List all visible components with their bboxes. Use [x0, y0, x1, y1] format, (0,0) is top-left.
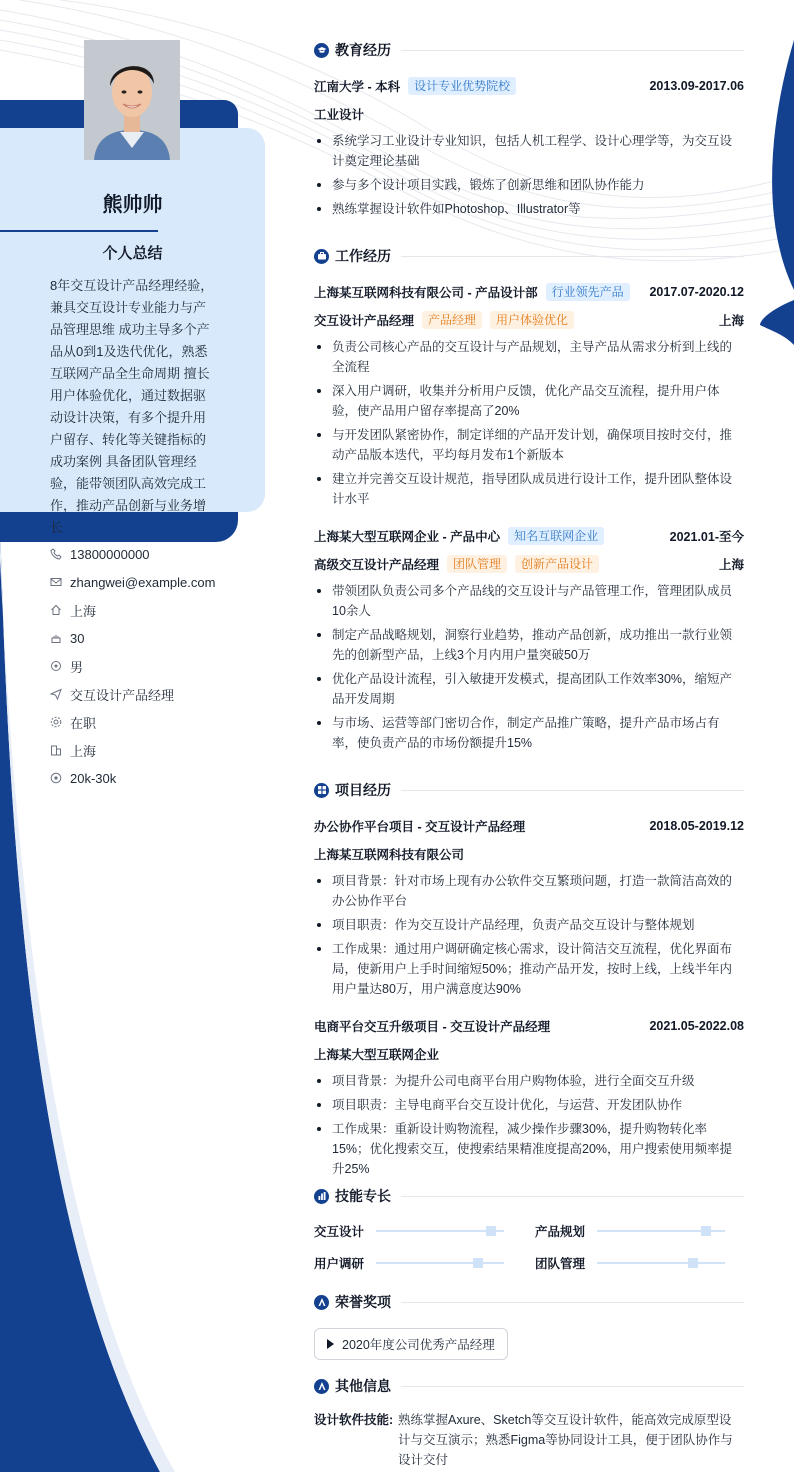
section-projects: [314, 779, 744, 801]
work-bullets: [314, 581, 744, 757]
avatar: [84, 40, 180, 160]
list-item: 工作成果：通过用户调研确定核心需求，设计简洁交互流程，优化界面布局，使新用户上手时间缩短50%；推动产品开发，按时上线，上线半年内用户量达80万，用户满意度达90%: [314, 939, 744, 999]
education-date: 2013.09-2017.06: [649, 79, 744, 93]
section-title: 工作经历: [335, 248, 391, 264]
summary-text: 8年交互设计产品经理经验，兼具交互设计专业能力与产品管理思维 成功主导多个产品从0到1及迭代优化，熟悉互联网产品全生命周期 擅长用户体验优化，通过数据驱动设计决策，有多个提升用户留存、转化等关键指标的成功案例 具备团队管理经验，能带领团队高效完成工作，推动产品创新与业务增长: [50, 278, 214, 535]
section-other: [314, 1375, 744, 1397]
skill-item: [535, 1221, 740, 1241]
home-icon: [50, 604, 62, 616]
briefcase-icon: [314, 249, 329, 264]
graduation-cap-icon: [314, 43, 329, 58]
skill-name: 产品规划: [535, 1225, 586, 1239]
role-tag: 用户体验优化: [490, 311, 574, 329]
contact-text: 在职: [70, 715, 97, 731]
contact-age: [50, 624, 260, 652]
grid-icon: [314, 783, 329, 798]
summary-title: 个人总结: [102, 245, 163, 262]
skill-name: 交互设计: [314, 1225, 365, 1239]
education-major: 工业设计: [314, 108, 365, 122]
skill-item: [314, 1253, 519, 1273]
work-role-row: [314, 309, 744, 331]
list-item: 制定产品战略规划，洞察行业趋势，推动产品创新，成功推出一款行业领先的创新型产品，上线3个月内用户量突破50万: [314, 625, 744, 665]
section-skills: [314, 1185, 744, 1207]
section-divider: [401, 256, 744, 257]
project-company: 上海某大型互联网企业: [314, 1048, 440, 1062]
contact-text: 交互设计产品经理: [70, 687, 175, 703]
project-company-row: [314, 843, 744, 865]
skill-name: 团队管理: [535, 1257, 586, 1271]
list-item: 与市场、运营等部门密切合作，制定产品推广策略，提升产品市场占有率，使负责产品的市场份额提升15%: [314, 713, 744, 753]
bar-chart-icon: [314, 1189, 329, 1204]
project-company: 上海某互联网科技有限公司: [314, 848, 465, 862]
work-header: [314, 525, 744, 547]
contact-location: [50, 596, 260, 624]
work-role: 交互设计产品经理: [314, 314, 415, 328]
section-title: 荣誉奖项: [335, 1294, 391, 1310]
skill-bar: [376, 1230, 504, 1232]
contact-text: 13800000000: [70, 546, 150, 562]
status-icon: [50, 716, 62, 728]
section-title: 项目经历: [335, 782, 391, 798]
contact-city: [50, 736, 260, 764]
work-role: 高级交互设计产品经理: [314, 558, 440, 572]
section-title: 教育经历: [335, 42, 391, 58]
contact-text: 30: [70, 630, 85, 646]
list-item: 项目职责：作为交互设计产品经理，负责产品交互设计与整体规划: [314, 915, 744, 935]
contact-text: 上海: [70, 603, 97, 619]
list-item: 优化产品设计流程，引入敏捷开发模式，提高团队工作效率30%，缩短产品开发周期: [314, 669, 744, 709]
contact-salary: [50, 764, 260, 792]
list-item: 项目背景：为提升公司电商平台用户购物体验，进行全面交互升级: [314, 1071, 744, 1091]
play-icon: [327, 1339, 334, 1349]
section-divider: [401, 1386, 744, 1387]
other-info-row: [314, 1410, 744, 1470]
work-bullets: [314, 337, 744, 513]
contact-text: zhangwei@example.com: [70, 574, 216, 590]
project-title: 办公协作平台项目 - 交互设计产品经理: [314, 820, 526, 834]
contact-status: [50, 708, 260, 736]
contact-phone: [50, 540, 260, 568]
skill-level-marker: [473, 1258, 483, 1268]
work-header: [314, 281, 744, 303]
role-tag: 产品经理: [422, 311, 482, 329]
work-date: 2017.07-2020.12: [649, 285, 744, 299]
list-item: 与开发团队紧密协作，制定详细的产品开发计划，确保项目按时交付，推动产品版本迭代，平均每月发布1个新版本: [314, 425, 744, 465]
section-title: 技能专长: [335, 1188, 391, 1204]
list-item: 深入用户调研，收集并分析用户反馈，优化产品交互流程，提升用户体验，使产品用户留存率提高了20%: [314, 381, 744, 421]
list-item: 熟练掌握设计软件如Photoshop、Illustrator等: [314, 199, 744, 219]
section-title: 其他信息: [335, 1378, 391, 1394]
age-icon: [50, 632, 62, 644]
contact-email: [50, 568, 260, 596]
award-icon: [314, 1295, 329, 1310]
project-company-row: [314, 1043, 744, 1065]
phone-icon: [50, 548, 62, 560]
project-bullets: [314, 1071, 744, 1183]
project-title: 电商平台交互升级项目 - 交互设计产品经理: [314, 1020, 551, 1034]
skill-bar: [597, 1262, 725, 1264]
list-item: 系统学习工业设计专业知识，包括人机工程学、设计心理学等，为交互设计奠定理论基础: [314, 131, 744, 171]
list-item: 项目职责：主导电商平台交互设计优化，与运营、开发团队协作: [314, 1095, 744, 1115]
project-header: [314, 815, 744, 837]
section-divider: [401, 1196, 744, 1197]
mail-icon: [50, 576, 62, 588]
skill-level-marker: [486, 1226, 496, 1236]
education-major-row: [314, 103, 744, 125]
work-date: 2021.01-至今: [669, 530, 744, 544]
contact-text: 男: [70, 659, 84, 675]
list-item: 项目背景：针对市场上现有办公软件交互繁琐问题，打造一款简洁高效的办公协作平台: [314, 871, 744, 911]
salary-icon: [50, 772, 62, 784]
section-work: [314, 245, 744, 267]
work-role-row: [314, 553, 744, 575]
company-tag: 行业领先产品: [546, 283, 630, 301]
school-tag: 设计专业优势院校: [408, 77, 516, 95]
section-education: [314, 39, 744, 61]
work-city: 上海: [718, 314, 744, 328]
project-date: 2018.05-2019.12: [649, 819, 744, 833]
skill-level-marker: [701, 1226, 711, 1236]
section-divider: [401, 50, 744, 51]
list-item: 带领团队负责公司多个产品线的交互设计与产品管理工作，管理团队成员10余人: [314, 581, 744, 621]
name-underline: [0, 230, 158, 232]
skill-item: [314, 1221, 519, 1241]
contact-text: 20k-30k: [70, 770, 117, 786]
other-info-value: 熟练掌握Axure、Sketch等交互设计软件，能高效完成原型设计与交互演示；熟悉Figma等协同设计工具，便于团队协作与设计交付: [398, 1413, 733, 1467]
info-icon: [314, 1379, 329, 1394]
contact-list: [50, 540, 260, 792]
list-item: 参与多个设计项目实践，锻炼了创新思维和团队协作能力: [314, 175, 744, 195]
school-name: 江南大学 - 本科: [314, 80, 401, 94]
list-item: 建立并完善交互设计规范，指导团队成员进行设计工作，提升团队整体设计水平: [314, 469, 744, 509]
skill-bar: [597, 1230, 725, 1232]
sidebar: [0, 0, 275, 1472]
skill-bar: [376, 1262, 504, 1264]
contact-text: 上海: [70, 743, 97, 759]
other-info-key: 设计软件技能:: [314, 1413, 394, 1427]
send-icon: [50, 688, 62, 700]
list-item: 工作成果：重新设计购物流程，减少操作步骤30%，提升购物转化率15%；优化搜索交互，使搜索结果精准度提高20%，用户搜索使用频率提升25%: [314, 1119, 744, 1179]
contact-gender: [50, 652, 260, 680]
project-date: 2021.05-2022.08: [649, 1019, 744, 1033]
project-bullets: [314, 871, 744, 1003]
section-divider: [401, 790, 744, 791]
award-item: [314, 1328, 508, 1360]
section-divider: [401, 1302, 744, 1303]
role-tag: 创新产品设计: [515, 555, 599, 573]
education-bullets: [314, 131, 744, 223]
role-tag: 团队管理: [447, 555, 507, 573]
work-city: 上海: [718, 558, 744, 572]
gender-icon: [50, 660, 62, 672]
company-tag: 知名互联网企业: [508, 527, 604, 545]
contact-job: [50, 680, 260, 708]
list-item: 负责公司核心产品的交互设计与产品规划，主导产品从需求分析到上线的全流程: [314, 337, 744, 377]
profile-name: 熊帅帅: [102, 194, 163, 216]
skill-item: [535, 1253, 740, 1273]
skill-name: 用户调研: [314, 1257, 365, 1271]
section-awards: [314, 1291, 744, 1313]
building-icon: [50, 744, 62, 756]
company-name: 上海某大型互联网企业 - 产品中心: [314, 530, 501, 544]
award-text: 2020年度公司优秀产品经理: [342, 1338, 495, 1352]
skill-level-marker: [688, 1258, 698, 1268]
project-header: [314, 1015, 744, 1037]
company-name: 上海某互联网科技有限公司 - 产品设计部: [314, 286, 538, 300]
education-header: [314, 75, 744, 97]
